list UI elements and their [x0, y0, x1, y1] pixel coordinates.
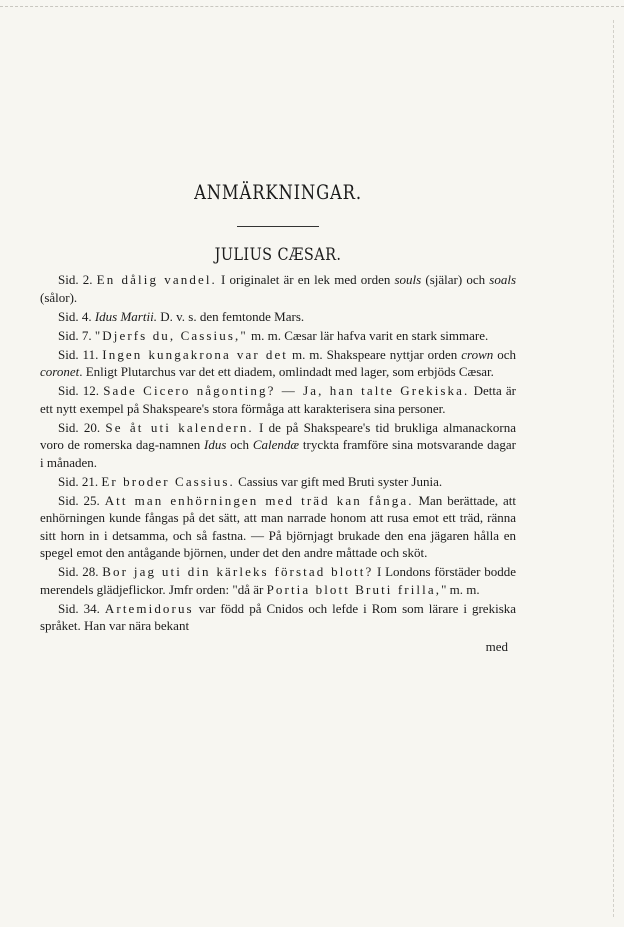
note-item: Sid. 2. En dålig vandel. I originalet är en lek med orden souls (själar) och soals (sålor). [40, 272, 517, 305]
italic-term: souls [394, 272, 422, 287]
note-page-ref: Sid. 34. [58, 600, 100, 616]
note-lemma: Att man enhörningen med träd kan fånga. [104, 492, 414, 508]
note-page-ref: Sid. 2. [58, 272, 93, 287]
italic-term: Idus Martii. [94, 308, 157, 324]
section-title: JULIUS CÆSAR. [214, 245, 342, 265]
note-lemma: "Djerfs du, Cassius," [94, 327, 248, 343]
note-item: Sid. 7. "Djerfs du, Cassius," m. m. Cæsar lär hafva varit en stark simmare. [58, 327, 489, 343]
note-item: Sid. 25. Att man enhörningen med träd kan fånga. Man berättade, att enhörningen kunde fångas på det sätt, att man narrade honom att rusa emot ett träd, ränna sitt horn in i detsamma, och så fastna. — På björnjagt brukade den ena jägaren hålla en spegel emot den antågande björnen, under det den andre måttade och sköt. [40, 492, 517, 560]
note-page-ref: Sid. 20. [58, 419, 101, 435]
note-page-ref: Sid. 7. [58, 327, 92, 343]
note-lemma: Bor jag uti din kärleks förstad blott? [102, 564, 374, 579]
note-item: Sid. 28. Bor jag uti din kärleks förstad blott? I Londons förstäder bodde merendels glädjeflickor. Jmfr orden: "då är Portia blott Bruti frilla," m. m. [40, 564, 517, 597]
italic-term: Idus [204, 437, 227, 452]
note-page-ref: Sid. 11. [58, 346, 99, 362]
note-item: Sid. 34. Artemidorus var född på Cnidos och lefde i Rom som lärare i grekiska språket. Han var nära bekant [40, 600, 517, 633]
page-top-edge [0, 6, 624, 7]
note-page-ref: Sid. 21. [58, 473, 99, 489]
note-item: Sid. 20. Se åt uti kalendern. I de på Shakspeare's tid brukliga almanackorna voro de romerska dag-namnen Idus och Calendæ tryckta framföre sina motsvarande dagar i månaden. [40, 419, 517, 470]
note-lemma: En dålig vandel. [96, 272, 217, 287]
catchword: med [485, 638, 508, 654]
italic-term: Calendæ [252, 437, 300, 452]
italic-term: coronet [40, 364, 80, 379]
note-page-ref: Sid. 28. [58, 564, 99, 579]
note-item: Sid. 12. Sade Cicero någonting? — Ja, han talte Grekiska. Detta är ett nytt exempel på Shakspeare's stora förmåga att karakterisera sina personer. [40, 383, 517, 416]
note-page-ref: Sid. 12. [58, 383, 100, 398]
note-lemma: Se åt uti kalendern. [105, 419, 254, 435]
note-lemma: Ingen kungakrona var det [102, 346, 289, 362]
note-lemma: Artemidorus [104, 600, 194, 616]
spaced-quote: Portia blott Bruti frilla, [266, 581, 442, 597]
note-lemma: Sade Cicero någonting? — Ja, han talte Grekiska. [103, 383, 470, 398]
notes-list [40, 271, 516, 635]
note-item: Sid. 4. Idus Martii. D. v. s. den femtonde Mars. [58, 308, 305, 324]
note-page-ref: Sid. 4. [58, 308, 92, 324]
page-right-edge [613, 20, 614, 917]
main-title: ANMÄRKNINGAR. [194, 180, 362, 204]
title-divider [237, 226, 319, 227]
italic-term: crown [461, 346, 494, 362]
note-item: Sid. 21. Er broder Cassius. Cassius var gift med Bruti syster Junia. [58, 473, 443, 489]
document-page [40, 170, 516, 655]
italic-term: soals [489, 272, 517, 287]
note-lemma: Er broder Cassius. [101, 473, 235, 489]
note-item: Sid. 11. Ingen kungakrona var det m. m. Shakspeare nyttjar orden crown och coronet. Enligt Plutarchus var det ett diadem, omlindadt med lager, som erbjöds Cæsar. [40, 346, 517, 379]
note-page-ref: Sid. 25. [58, 492, 100, 508]
